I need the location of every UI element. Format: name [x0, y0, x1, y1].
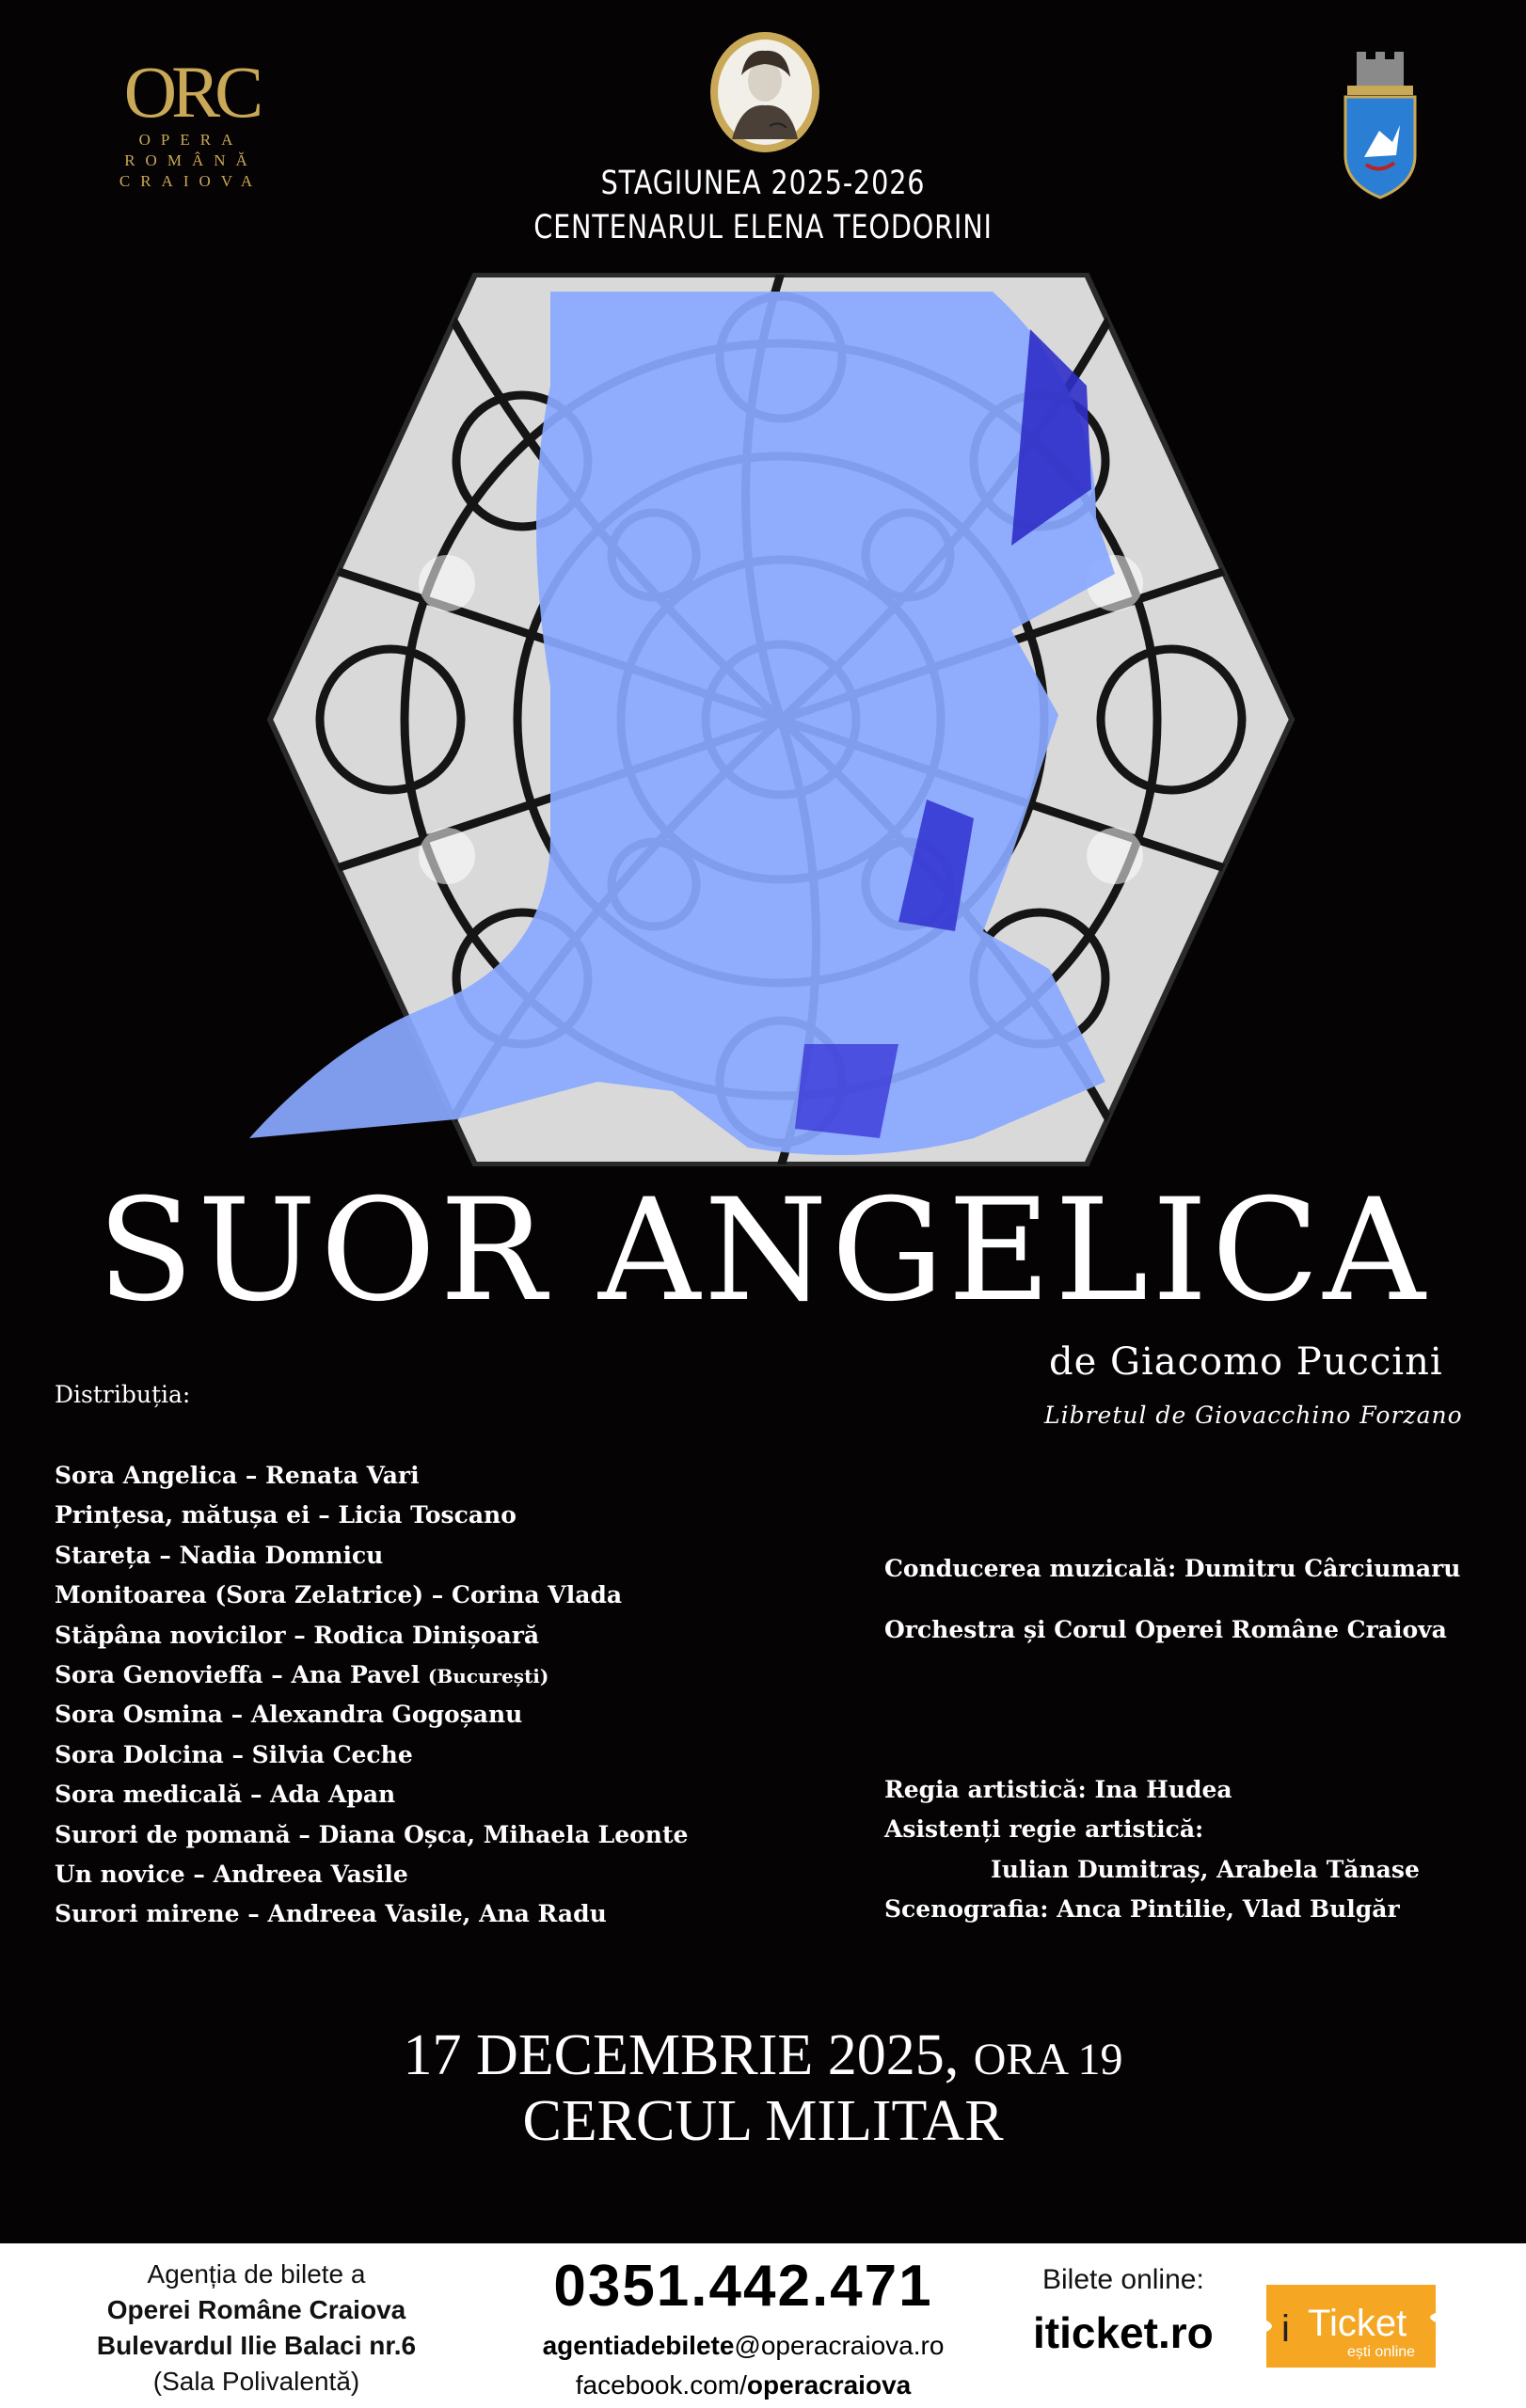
iticket-logo [1261, 2279, 1441, 2373]
ticket-agency-address [89, 2257, 423, 2400]
orc-logo-word-2: ROMÂNĂ [124, 151, 258, 169]
online-tickets-label: Bilete online: [1042, 2264, 1204, 2295]
cast-line-text: Sora Angelica – Renata Vari [55, 1462, 420, 1489]
centenary-label: CENTENARUL ELENA TEODORINI [533, 209, 993, 246]
agency-phone[interactable]: 0351.442.471 [553, 2254, 933, 2319]
orchestra-credit: Orchestra și Corul Operei Române Craiova [884, 1616, 1447, 1643]
orc-logo-mark: ORC [123, 51, 259, 133]
season-label: STAGIUNEA 2025-2026 [600, 165, 926, 202]
orc-logo-word-1: OPERA [138, 131, 244, 149]
cast-line [55, 1616, 901, 1656]
facebook-link[interactable] [508, 2370, 978, 2400]
cast-line [55, 1735, 901, 1775]
director-credit: Regia artistică: Ina Hudea [884, 1776, 1232, 1803]
elena-teodorini-portrait-icon [704, 28, 826, 155]
iticket-logo-i: i [1281, 2308, 1290, 2350]
event-date-text: 17 DECEMBRIE 2025, [403, 2023, 960, 2087]
composer-credit: de Giacomo Puccini [1049, 1340, 1443, 1384]
cast-line-text: Surori de pomană – Diana Oșca, Mihaela Leonte [55, 1820, 689, 1848]
set-design-credit: Scenografia: Anca Pintilie, Vlad Bulgăr [884, 1895, 1400, 1923]
facebook-page: operacraiova [746, 2370, 912, 2400]
cast-heading: Distribuția: [55, 1381, 191, 1408]
assistants-names: Iulian Dumitraș, Arabela Tănase [991, 1856, 1420, 1883]
email-user: agentiadebilete [542, 2331, 735, 2360]
cast-line [55, 1576, 901, 1615]
cast-line [55, 1855, 901, 1894]
cast-line-text: Starețа – Nadia Domnicu [55, 1541, 384, 1569]
agency-line-2: Operei Române Craiova [106, 2295, 406, 2324]
iticket-logo-tagline: ești online [1347, 2344, 1416, 2360]
production-title: SUOR ANGELICA [97, 1169, 1429, 1333]
cast-line-text: Surori mirene – Andreea Vasile, Ana Radu [55, 1900, 607, 1928]
agency-line-3: Bulevardul Ilie Balaci nr.6 [96, 2331, 417, 2360]
cast-line [55, 1536, 901, 1576]
assistants-label: Asistenți regie artistică: [884, 1815, 1204, 1843]
iticket-logo-word: Ticket [1308, 2303, 1407, 2344]
cast-line-text: Prințesa, mătușa ei – Licia Toscano [55, 1501, 517, 1529]
conductor-credit: Conducerea muzicală: Dumitru Cârciumaru [884, 1555, 1461, 1582]
cast-line [55, 1456, 901, 1496]
stained-glass-silhouette-artwork [146, 273, 1421, 1166]
cast-line-text: Un novice – Andreea Vasile [55, 1860, 408, 1888]
cast-line-text: Sora Osmina – Alexandra Gogoșanu [55, 1701, 523, 1729]
event-date [0, 2022, 1526, 2089]
orc-logo-word-3: CRAIOVA [119, 172, 263, 190]
librettist-credit: Libretul de Giovacchino Forzano [1044, 1402, 1463, 1429]
cast-line [55, 1894, 901, 1934]
cast-line [55, 1815, 901, 1855]
ticket-info-footer [0, 2243, 1526, 2408]
cast-line-text: Sora Genovieffa – Ana Pavel [55, 1660, 421, 1688]
agency-line-1: Agenția de bilete a [147, 2259, 366, 2289]
iticket-link[interactable]: iticket.ro [1033, 2308, 1214, 2357]
cast-line-text: Sora Dolcina – Silvia Ceche [55, 1740, 413, 1768]
cast-list [55, 1456, 901, 1935]
cast-line-text: Stăpâna novicilor – Rodica Dinișoară [55, 1621, 540, 1649]
event-time: ORA 19 [973, 2035, 1123, 2084]
cast-line [55, 1496, 901, 1535]
facebook-prefix: facebook.com/ [575, 2370, 747, 2400]
email-domain: @operacraiova.ro [734, 2331, 945, 2360]
cast-line-note: (București) [427, 1664, 549, 1687]
cast-line-text: Sora medicală – Ada Apan [55, 1781, 396, 1809]
iticket-logo-icon [1261, 2279, 1441, 2373]
cast-line [55, 1695, 901, 1735]
cast-line [55, 1656, 901, 1695]
cast-line [55, 1775, 901, 1814]
cast-line-text: Monitoarea (Sora Zelatrice) – Corina Vlada [55, 1581, 623, 1609]
agency-email[interactable] [508, 2331, 978, 2361]
agency-line-4: (Sala Polivalentă) [152, 2367, 360, 2396]
event-venue: CERCUL MILITAR [522, 2089, 1004, 2153]
